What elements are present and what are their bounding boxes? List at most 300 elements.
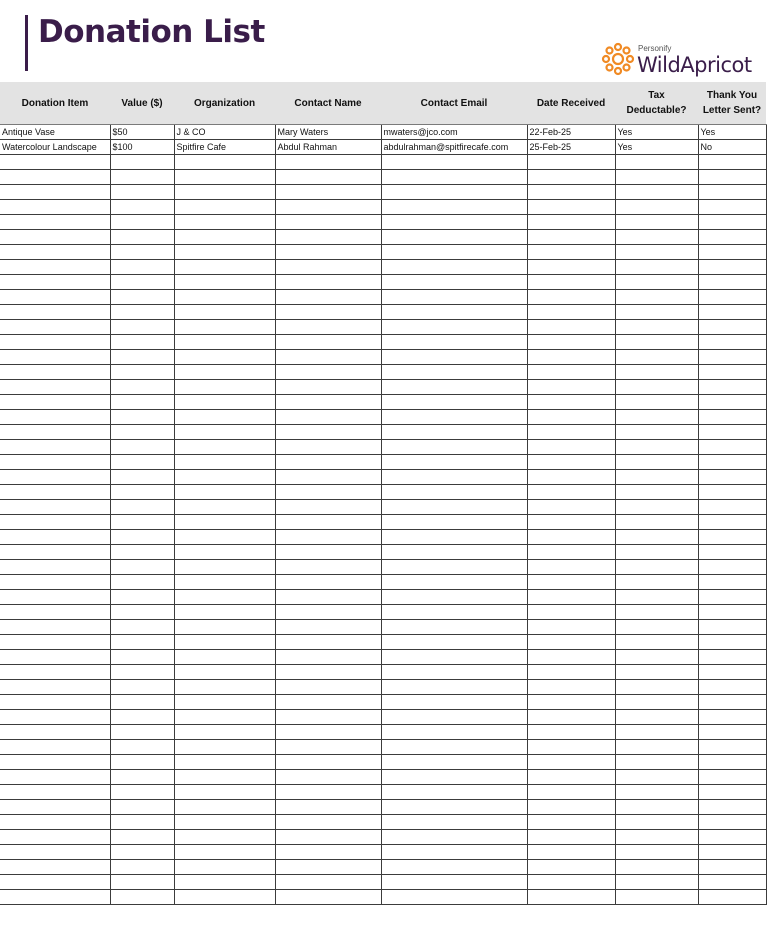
empty-cell[interactable] bbox=[527, 620, 615, 635]
empty-cell[interactable] bbox=[110, 890, 174, 905]
empty-cell[interactable] bbox=[174, 800, 275, 815]
empty-cell[interactable] bbox=[527, 605, 615, 620]
empty-cell[interactable] bbox=[527, 545, 615, 560]
empty-cell[interactable] bbox=[0, 485, 110, 500]
empty-cell[interactable] bbox=[110, 410, 174, 425]
empty-cell[interactable] bbox=[275, 305, 381, 320]
empty-cell[interactable] bbox=[381, 785, 527, 800]
empty-cell[interactable] bbox=[174, 815, 275, 830]
empty-cell[interactable] bbox=[527, 890, 615, 905]
empty-cell[interactable] bbox=[381, 275, 527, 290]
empty-cell[interactable] bbox=[615, 575, 698, 590]
empty-cell[interactable] bbox=[0, 815, 110, 830]
empty-cell[interactable] bbox=[527, 230, 615, 245]
empty-cell[interactable] bbox=[615, 740, 698, 755]
empty-cell[interactable] bbox=[527, 395, 615, 410]
empty-cell[interactable] bbox=[615, 815, 698, 830]
empty-cell[interactable] bbox=[527, 185, 615, 200]
empty-cell[interactable] bbox=[698, 245, 766, 260]
empty-cell[interactable] bbox=[381, 620, 527, 635]
empty-cell[interactable] bbox=[698, 410, 766, 425]
empty-cell[interactable] bbox=[0, 800, 110, 815]
empty-cell[interactable] bbox=[0, 560, 110, 575]
empty-cell[interactable] bbox=[0, 785, 110, 800]
empty-cell[interactable] bbox=[698, 830, 766, 845]
empty-cell[interactable] bbox=[275, 605, 381, 620]
empty-cell[interactable] bbox=[174, 380, 275, 395]
empty-cell[interactable] bbox=[275, 230, 381, 245]
empty-cell[interactable] bbox=[615, 845, 698, 860]
empty-cell[interactable] bbox=[698, 755, 766, 770]
empty-cell[interactable] bbox=[615, 800, 698, 815]
empty-cell[interactable] bbox=[381, 800, 527, 815]
empty-cell[interactable] bbox=[698, 200, 766, 215]
empty-cell[interactable] bbox=[615, 545, 698, 560]
empty-cell[interactable] bbox=[110, 425, 174, 440]
empty-cell[interactable] bbox=[0, 425, 110, 440]
empty-cell[interactable] bbox=[0, 365, 110, 380]
empty-cell[interactable] bbox=[381, 545, 527, 560]
empty-cell[interactable] bbox=[110, 875, 174, 890]
empty-cell[interactable] bbox=[381, 530, 527, 545]
empty-cell[interactable] bbox=[0, 500, 110, 515]
empty-cell[interactable] bbox=[527, 830, 615, 845]
empty-cell[interactable] bbox=[275, 785, 381, 800]
empty-cell[interactable] bbox=[615, 305, 698, 320]
empty-cell[interactable] bbox=[275, 845, 381, 860]
empty-cell[interactable] bbox=[174, 200, 275, 215]
empty-cell[interactable] bbox=[110, 335, 174, 350]
empty-cell[interactable] bbox=[615, 770, 698, 785]
empty-cell[interactable] bbox=[0, 665, 110, 680]
table-cell[interactable]: $50 bbox=[110, 125, 174, 140]
empty-cell[interactable] bbox=[174, 500, 275, 515]
empty-cell[interactable] bbox=[615, 215, 698, 230]
empty-cell[interactable] bbox=[0, 290, 110, 305]
empty-cell[interactable] bbox=[698, 515, 766, 530]
empty-cell[interactable] bbox=[381, 635, 527, 650]
empty-cell[interactable] bbox=[174, 830, 275, 845]
empty-cell[interactable] bbox=[381, 725, 527, 740]
empty-cell[interactable] bbox=[0, 185, 110, 200]
empty-cell[interactable] bbox=[110, 620, 174, 635]
empty-cell[interactable] bbox=[698, 665, 766, 680]
empty-cell[interactable] bbox=[275, 440, 381, 455]
empty-cell[interactable] bbox=[275, 200, 381, 215]
empty-cell[interactable] bbox=[527, 215, 615, 230]
empty-cell[interactable] bbox=[174, 470, 275, 485]
empty-cell[interactable] bbox=[0, 260, 110, 275]
empty-cell[interactable] bbox=[174, 890, 275, 905]
empty-cell[interactable] bbox=[381, 185, 527, 200]
empty-cell[interactable] bbox=[615, 230, 698, 245]
empty-cell[interactable] bbox=[275, 410, 381, 425]
empty-cell[interactable] bbox=[110, 260, 174, 275]
empty-cell[interactable] bbox=[615, 875, 698, 890]
empty-cell[interactable] bbox=[0, 395, 110, 410]
empty-cell[interactable] bbox=[174, 650, 275, 665]
empty-cell[interactable] bbox=[381, 710, 527, 725]
empty-cell[interactable] bbox=[527, 590, 615, 605]
empty-cell[interactable] bbox=[615, 290, 698, 305]
empty-cell[interactable] bbox=[174, 425, 275, 440]
empty-cell[interactable] bbox=[527, 335, 615, 350]
empty-cell[interactable] bbox=[110, 245, 174, 260]
empty-cell[interactable] bbox=[698, 770, 766, 785]
empty-cell[interactable] bbox=[110, 680, 174, 695]
empty-cell[interactable] bbox=[527, 245, 615, 260]
empty-cell[interactable] bbox=[527, 845, 615, 860]
empty-cell[interactable] bbox=[174, 545, 275, 560]
empty-cell[interactable] bbox=[615, 485, 698, 500]
empty-cell[interactable] bbox=[381, 380, 527, 395]
empty-cell[interactable] bbox=[381, 875, 527, 890]
empty-cell[interactable] bbox=[698, 260, 766, 275]
table-cell[interactable]: Yes bbox=[615, 125, 698, 140]
table-cell[interactable]: abdulrahman@spitfirecafe.com bbox=[381, 140, 527, 155]
empty-cell[interactable] bbox=[381, 260, 527, 275]
empty-cell[interactable] bbox=[174, 170, 275, 185]
empty-cell[interactable] bbox=[615, 830, 698, 845]
empty-cell[interactable] bbox=[110, 470, 174, 485]
empty-cell[interactable] bbox=[381, 740, 527, 755]
empty-cell[interactable] bbox=[698, 575, 766, 590]
empty-cell[interactable] bbox=[110, 500, 174, 515]
empty-cell[interactable] bbox=[110, 815, 174, 830]
empty-cell[interactable] bbox=[0, 830, 110, 845]
empty-cell[interactable] bbox=[381, 485, 527, 500]
empty-cell[interactable] bbox=[527, 635, 615, 650]
empty-cell[interactable] bbox=[110, 275, 174, 290]
empty-cell[interactable] bbox=[275, 350, 381, 365]
empty-cell[interactable] bbox=[0, 605, 110, 620]
empty-cell[interactable] bbox=[527, 365, 615, 380]
empty-cell[interactable] bbox=[527, 455, 615, 470]
empty-cell[interactable] bbox=[527, 155, 615, 170]
empty-cell[interactable] bbox=[0, 650, 110, 665]
empty-cell[interactable] bbox=[0, 515, 110, 530]
empty-cell[interactable] bbox=[615, 680, 698, 695]
empty-cell[interactable] bbox=[0, 470, 110, 485]
empty-cell[interactable] bbox=[698, 335, 766, 350]
empty-cell[interactable] bbox=[174, 740, 275, 755]
empty-cell[interactable] bbox=[698, 650, 766, 665]
empty-cell[interactable] bbox=[698, 560, 766, 575]
empty-cell[interactable] bbox=[0, 575, 110, 590]
empty-cell[interactable] bbox=[0, 380, 110, 395]
empty-cell[interactable] bbox=[698, 440, 766, 455]
table-cell[interactable]: $100 bbox=[110, 140, 174, 155]
empty-cell[interactable] bbox=[527, 785, 615, 800]
empty-cell[interactable] bbox=[174, 260, 275, 275]
empty-cell[interactable] bbox=[110, 710, 174, 725]
empty-cell[interactable] bbox=[527, 200, 615, 215]
empty-cell[interactable] bbox=[275, 815, 381, 830]
empty-cell[interactable] bbox=[615, 755, 698, 770]
empty-cell[interactable] bbox=[0, 740, 110, 755]
empty-cell[interactable] bbox=[174, 845, 275, 860]
empty-cell[interactable] bbox=[174, 530, 275, 545]
empty-cell[interactable] bbox=[698, 320, 766, 335]
empty-cell[interactable] bbox=[698, 155, 766, 170]
empty-cell[interactable] bbox=[174, 395, 275, 410]
empty-cell[interactable] bbox=[527, 350, 615, 365]
empty-cell[interactable] bbox=[698, 305, 766, 320]
empty-cell[interactable] bbox=[110, 305, 174, 320]
empty-cell[interactable] bbox=[698, 230, 766, 245]
empty-cell[interactable] bbox=[698, 860, 766, 875]
empty-cell[interactable] bbox=[615, 320, 698, 335]
empty-cell[interactable] bbox=[0, 695, 110, 710]
empty-cell[interactable] bbox=[381, 470, 527, 485]
empty-cell[interactable] bbox=[275, 395, 381, 410]
empty-cell[interactable] bbox=[275, 665, 381, 680]
empty-cell[interactable] bbox=[275, 380, 381, 395]
empty-cell[interactable] bbox=[110, 170, 174, 185]
empty-cell[interactable] bbox=[110, 155, 174, 170]
empty-cell[interactable] bbox=[275, 590, 381, 605]
empty-cell[interactable] bbox=[698, 845, 766, 860]
empty-cell[interactable] bbox=[174, 215, 275, 230]
empty-cell[interactable] bbox=[527, 575, 615, 590]
empty-cell[interactable] bbox=[174, 620, 275, 635]
empty-cell[interactable] bbox=[275, 800, 381, 815]
empty-cell[interactable] bbox=[275, 425, 381, 440]
empty-cell[interactable] bbox=[527, 560, 615, 575]
empty-cell[interactable] bbox=[174, 725, 275, 740]
empty-cell[interactable] bbox=[0, 710, 110, 725]
empty-cell[interactable] bbox=[381, 410, 527, 425]
empty-cell[interactable] bbox=[0, 770, 110, 785]
empty-cell[interactable] bbox=[110, 770, 174, 785]
empty-cell[interactable] bbox=[615, 185, 698, 200]
empty-cell[interactable] bbox=[110, 185, 174, 200]
empty-cell[interactable] bbox=[110, 830, 174, 845]
empty-cell[interactable] bbox=[0, 530, 110, 545]
empty-cell[interactable] bbox=[174, 440, 275, 455]
empty-cell[interactable] bbox=[110, 230, 174, 245]
empty-cell[interactable] bbox=[615, 635, 698, 650]
empty-cell[interactable] bbox=[698, 785, 766, 800]
empty-cell[interactable] bbox=[275, 275, 381, 290]
empty-cell[interactable] bbox=[0, 725, 110, 740]
empty-cell[interactable] bbox=[615, 590, 698, 605]
empty-cell[interactable] bbox=[110, 380, 174, 395]
empty-cell[interactable] bbox=[615, 365, 698, 380]
empty-cell[interactable] bbox=[110, 455, 174, 470]
empty-cell[interactable] bbox=[0, 170, 110, 185]
empty-cell[interactable] bbox=[527, 815, 615, 830]
empty-cell[interactable] bbox=[174, 665, 275, 680]
table-cell[interactable]: Antique Vase bbox=[0, 125, 110, 140]
empty-cell[interactable] bbox=[275, 755, 381, 770]
empty-cell[interactable] bbox=[381, 215, 527, 230]
table-cell[interactable]: Mary Waters bbox=[275, 125, 381, 140]
empty-cell[interactable] bbox=[381, 830, 527, 845]
empty-cell[interactable] bbox=[615, 530, 698, 545]
empty-cell[interactable] bbox=[381, 680, 527, 695]
empty-cell[interactable] bbox=[110, 740, 174, 755]
empty-cell[interactable] bbox=[615, 410, 698, 425]
empty-cell[interactable] bbox=[110, 725, 174, 740]
empty-cell[interactable] bbox=[110, 350, 174, 365]
empty-cell[interactable] bbox=[275, 470, 381, 485]
empty-cell[interactable] bbox=[0, 305, 110, 320]
empty-cell[interactable] bbox=[275, 620, 381, 635]
empty-cell[interactable] bbox=[275, 575, 381, 590]
empty-cell[interactable] bbox=[0, 860, 110, 875]
empty-cell[interactable] bbox=[174, 275, 275, 290]
empty-cell[interactable] bbox=[0, 590, 110, 605]
empty-cell[interactable] bbox=[527, 725, 615, 740]
empty-cell[interactable] bbox=[527, 410, 615, 425]
empty-cell[interactable] bbox=[381, 770, 527, 785]
empty-cell[interactable] bbox=[275, 890, 381, 905]
empty-cell[interactable] bbox=[0, 410, 110, 425]
empty-cell[interactable] bbox=[174, 185, 275, 200]
empty-cell[interactable] bbox=[381, 515, 527, 530]
empty-cell[interactable] bbox=[381, 815, 527, 830]
empty-cell[interactable] bbox=[527, 875, 615, 890]
empty-cell[interactable] bbox=[381, 230, 527, 245]
empty-cell[interactable] bbox=[275, 515, 381, 530]
empty-cell[interactable] bbox=[174, 230, 275, 245]
empty-cell[interactable] bbox=[275, 770, 381, 785]
empty-cell[interactable] bbox=[527, 665, 615, 680]
empty-cell[interactable] bbox=[615, 155, 698, 170]
empty-cell[interactable] bbox=[698, 545, 766, 560]
empty-cell[interactable] bbox=[527, 440, 615, 455]
empty-cell[interactable] bbox=[615, 710, 698, 725]
empty-cell[interactable] bbox=[698, 590, 766, 605]
empty-cell[interactable] bbox=[527, 275, 615, 290]
empty-cell[interactable] bbox=[275, 170, 381, 185]
empty-cell[interactable] bbox=[527, 305, 615, 320]
empty-cell[interactable] bbox=[527, 650, 615, 665]
empty-cell[interactable] bbox=[275, 650, 381, 665]
empty-cell[interactable] bbox=[275, 740, 381, 755]
empty-cell[interactable] bbox=[275, 215, 381, 230]
empty-cell[interactable] bbox=[174, 410, 275, 425]
empty-cell[interactable] bbox=[275, 545, 381, 560]
empty-cell[interactable] bbox=[527, 515, 615, 530]
empty-cell[interactable] bbox=[381, 440, 527, 455]
empty-cell[interactable] bbox=[110, 860, 174, 875]
empty-cell[interactable] bbox=[381, 320, 527, 335]
empty-cell[interactable] bbox=[381, 590, 527, 605]
empty-cell[interactable] bbox=[0, 440, 110, 455]
empty-cell[interactable] bbox=[110, 320, 174, 335]
empty-cell[interactable] bbox=[615, 665, 698, 680]
empty-cell[interactable] bbox=[527, 740, 615, 755]
empty-cell[interactable] bbox=[110, 290, 174, 305]
empty-cell[interactable] bbox=[381, 365, 527, 380]
empty-cell[interactable] bbox=[698, 395, 766, 410]
empty-cell[interactable] bbox=[381, 890, 527, 905]
empty-cell[interactable] bbox=[698, 620, 766, 635]
empty-cell[interactable] bbox=[615, 470, 698, 485]
empty-cell[interactable] bbox=[381, 305, 527, 320]
empty-cell[interactable] bbox=[0, 455, 110, 470]
empty-cell[interactable] bbox=[615, 860, 698, 875]
table-cell[interactable]: Yes bbox=[698, 125, 766, 140]
empty-cell[interactable] bbox=[0, 350, 110, 365]
empty-cell[interactable] bbox=[0, 875, 110, 890]
empty-cell[interactable] bbox=[275, 260, 381, 275]
empty-cell[interactable] bbox=[381, 650, 527, 665]
table-cell[interactable]: Yes bbox=[615, 140, 698, 155]
empty-cell[interactable] bbox=[698, 605, 766, 620]
empty-cell[interactable] bbox=[0, 335, 110, 350]
empty-cell[interactable] bbox=[698, 485, 766, 500]
empty-cell[interactable] bbox=[275, 860, 381, 875]
empty-cell[interactable] bbox=[698, 215, 766, 230]
empty-cell[interactable] bbox=[615, 890, 698, 905]
empty-cell[interactable] bbox=[174, 575, 275, 590]
empty-cell[interactable] bbox=[275, 530, 381, 545]
empty-cell[interactable] bbox=[698, 470, 766, 485]
empty-cell[interactable] bbox=[698, 365, 766, 380]
empty-cell[interactable] bbox=[698, 815, 766, 830]
empty-cell[interactable] bbox=[615, 650, 698, 665]
empty-cell[interactable] bbox=[174, 455, 275, 470]
empty-cell[interactable] bbox=[110, 590, 174, 605]
empty-cell[interactable] bbox=[110, 575, 174, 590]
empty-cell[interactable] bbox=[174, 605, 275, 620]
empty-cell[interactable] bbox=[110, 395, 174, 410]
empty-cell[interactable] bbox=[381, 575, 527, 590]
empty-cell[interactable] bbox=[275, 635, 381, 650]
empty-cell[interactable] bbox=[698, 170, 766, 185]
empty-cell[interactable] bbox=[527, 485, 615, 500]
empty-cell[interactable] bbox=[381, 155, 527, 170]
empty-cell[interactable] bbox=[698, 725, 766, 740]
empty-cell[interactable] bbox=[110, 785, 174, 800]
empty-cell[interactable] bbox=[275, 560, 381, 575]
empty-cell[interactable] bbox=[615, 350, 698, 365]
empty-cell[interactable] bbox=[615, 500, 698, 515]
empty-cell[interactable] bbox=[615, 425, 698, 440]
empty-cell[interactable] bbox=[381, 755, 527, 770]
empty-cell[interactable] bbox=[174, 590, 275, 605]
empty-cell[interactable] bbox=[110, 530, 174, 545]
empty-cell[interactable] bbox=[698, 380, 766, 395]
table-cell[interactable]: No bbox=[698, 140, 766, 155]
empty-cell[interactable] bbox=[698, 275, 766, 290]
empty-cell[interactable] bbox=[527, 425, 615, 440]
empty-cell[interactable] bbox=[174, 155, 275, 170]
table-cell[interactable]: J & CO bbox=[174, 125, 275, 140]
empty-cell[interactable] bbox=[174, 350, 275, 365]
empty-cell[interactable] bbox=[381, 695, 527, 710]
empty-cell[interactable] bbox=[174, 860, 275, 875]
empty-cell[interactable] bbox=[174, 875, 275, 890]
empty-cell[interactable] bbox=[615, 455, 698, 470]
empty-cell[interactable] bbox=[174, 560, 275, 575]
empty-cell[interactable] bbox=[275, 155, 381, 170]
empty-cell[interactable] bbox=[275, 725, 381, 740]
empty-cell[interactable] bbox=[527, 380, 615, 395]
empty-cell[interactable] bbox=[381, 560, 527, 575]
empty-cell[interactable] bbox=[174, 305, 275, 320]
empty-cell[interactable] bbox=[527, 800, 615, 815]
empty-cell[interactable] bbox=[110, 485, 174, 500]
empty-cell[interactable] bbox=[615, 395, 698, 410]
empty-cell[interactable] bbox=[110, 365, 174, 380]
empty-cell[interactable] bbox=[527, 170, 615, 185]
empty-cell[interactable] bbox=[0, 620, 110, 635]
empty-cell[interactable] bbox=[0, 680, 110, 695]
